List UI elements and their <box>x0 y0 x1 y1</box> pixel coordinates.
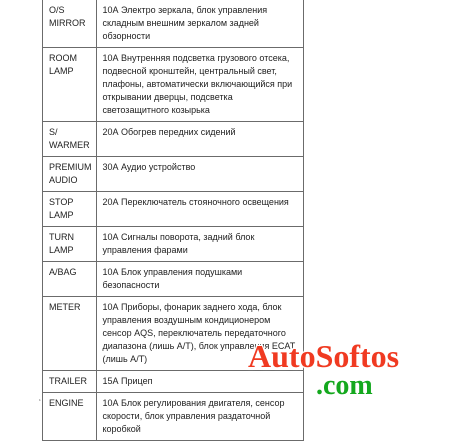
fuse-name-cell: STOP LAMP <box>43 192 97 227</box>
stray-mark: ‘ <box>39 398 41 407</box>
fuse-name-cell: ENGINE <box>43 393 97 441</box>
fuse-name-cell: PREMIUM AUDIO <box>43 157 97 192</box>
fuse-description-cell: 10А Электро зеркала, блок управления складным внешним зеркалом задней обзорности <box>96 0 303 48</box>
fuse-row <box>43 262 304 297</box>
fuse-row <box>43 227 304 262</box>
fuse-name-cell: ROOM LAMP <box>43 48 97 122</box>
watermark-domain: .com <box>316 370 373 401</box>
fuse-name-cell: S/ WARMER <box>43 122 97 157</box>
fuse-table-body <box>43 0 304 441</box>
fuse-row <box>43 192 304 227</box>
fuse-table <box>42 0 304 441</box>
fuse-name-cell: TRAILER <box>43 371 97 393</box>
fuse-description-cell: 10А Сигналы поворота, задний блок управления фарами <box>96 227 303 262</box>
fuse-name-cell: O/S MIRROR <box>43 0 97 48</box>
fuse-description-cell: 10А Блок управления подушками безопасности <box>96 262 303 297</box>
fuse-row <box>43 157 304 192</box>
fuse-row <box>43 0 304 48</box>
fuse-row <box>43 393 304 441</box>
fuse-description-cell: 20А Обогрев передних сидений <box>96 122 303 157</box>
fuse-name-cell: A/BAG <box>43 262 97 297</box>
fuse-row <box>43 48 304 122</box>
fuse-description-cell: 30А Аудио устройство <box>96 157 303 192</box>
fuse-description-cell: 10А Внутренняя подсветка грузового отсека, подвесной кронштейн, центральный свет, плафоны, автоматически включающийся при открывании дверцы, подсветка светозащитного козырька <box>96 48 303 122</box>
fuse-name-cell: METER <box>43 297 97 371</box>
fuse-row <box>43 122 304 157</box>
fuse-description-cell: 20А Переключатель стояночного освещения <box>96 192 303 227</box>
watermark-logo: AutoSoftos <box>248 338 400 374</box>
fuse-name-cell: TURN LAMP <box>43 227 97 262</box>
fuse-description-cell: 10А Приборы, фонарик заднего хода, блок управления воздушным кондиционером сенсор AQS, переключатель передаточного диапазона (лишь А/Т), блок управления ECAT (лишь А/Т) <box>96 297 303 371</box>
fuse-description-cell: 15А Прицеп <box>96 371 303 393</box>
fuse-description-cell: 10А Блок регулирования двигателя, сенсор скорости, блок управления раздаточной коробкой <box>96 393 303 441</box>
